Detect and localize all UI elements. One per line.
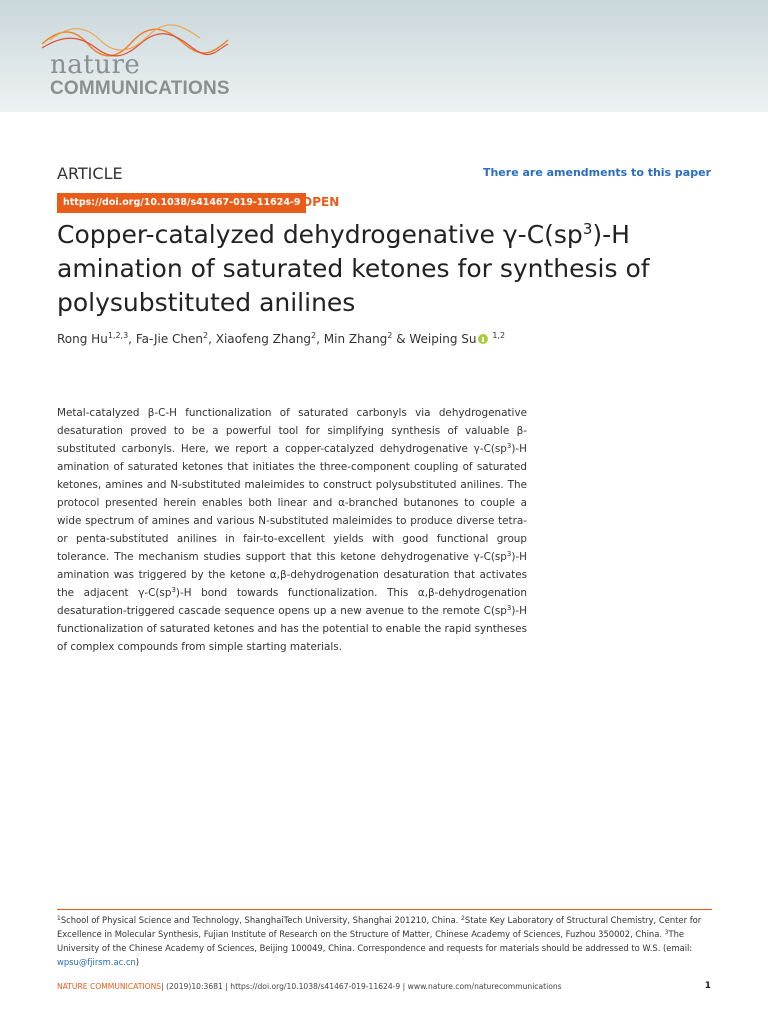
affiliation-close: ) [135,957,140,967]
affiliation-number: 1 [57,915,61,922]
author-affiliation: 2 [203,331,209,340]
author-name[interactable]: Min Zhang [323,332,388,346]
doi-badge-link[interactable]: https://doi.org/10.1038/s41467-019-11624-9 [57,193,306,213]
title-line2: amination of saturated ketones for synthesis of [57,254,650,283]
abstract-segment: )-H bond towards functionalization. This α,β-dehydrogenation desaturation-triggered cascade sequence opens up a new avenue to the remote C(sp [57,587,527,617]
logo-communications-text: COMMUNICATIONS [50,78,230,99]
footer-citation: | (2019)10:3681 | https://doi.org/10.1038/s41467-019-11624-9 | www.nature.com/naturecommunications [161,982,562,991]
page-number: 1 [704,981,711,991]
abstract-segment: Metal-catalyzed β-C-H functionalization of saturated carbonyls via dehydrogenative desaturation proved to be a powerful tool for simplifying synthesis of valuable β-substituted carbonyls. Here, we report a copper-catalyzed dehydrogenative γ-C(sp [57,407,527,455]
author-affiliation: 2 [311,331,317,340]
abstract-segment: )-H amination was triggered by the ketone α,β-dehydrogenation desaturation that activates the adjacent γ-C(sp [57,551,527,599]
author-name[interactable]: Weiping Su [409,332,477,346]
article-title [57,218,717,320]
title-line3: polysubstituted anilines [57,288,356,317]
affiliation-3: The University of the Chinese Academy of Sciences, Beijing 100049, China. Correspondence and requests for materials should be addressed to W.S. (email: [57,929,693,953]
article-type-label: ARTICLE [57,164,123,183]
logo-nature-text: nature [50,50,141,80]
author-affiliation: 1,2,3 [107,331,129,340]
abstract-superscript: 3 [506,604,512,612]
open-access-label: OPEN [302,195,340,209]
abstract-segment: )-H amination of saturated ketones that initiates the three-component coupling of saturated ketones, amines and N-substituted maleimides to construct polysubstituted anilines. The protocol presented herein enables both linear and α-branched butanones to couple a wide spectrum of amines and various N-substituted maleimides to produce diverse tetra- or penta-substituted anilines in fair-to-excellent yields with good functional group tolerance. The mechanism studies support that this ketone dehydrogenative γ-C(sp [57,443,527,563]
author-name[interactable]: Fa-Jie Chen [135,332,204,346]
abstract-superscript: 3 [506,550,512,558]
affiliations-footnote [57,913,717,969]
title-line1-part1: Copper-catalyzed dehydrogenative γ-C(sp [57,220,583,249]
correspondence-email-link[interactable]: wpsu@fjirsm.ac.cn [57,957,136,967]
abstract-superscript: 3 [506,442,512,450]
page-footer [57,982,712,991]
author-name[interactable]: Xiaofeng Zhang [215,332,312,346]
journal-logo[interactable] [40,22,230,102]
affiliation-1: School of Physical Science and Technology, ShanghaiTech University, Shanghai 201210, China. [60,915,459,925]
abstract-text [57,404,527,656]
title-superscript: 3 [582,220,593,238]
abstract-segment: )-H functionalization of saturated ketones and has the potential to enable the rapid syntheses of complex compounds from simple starting materials. [57,605,527,653]
footer-journal-name[interactable]: NATURE COMMUNICATIONS [57,982,162,991]
title-line1-part2: )-H [592,220,630,249]
abstract-superscript: 3 [171,586,176,594]
affiliation-2: State Key Laboratory of Structural Chemistry, Center for Excellence in Molecular Synthesis, Fujian Institute of Research on the Structure of Matter, Chinese Academy of Sciences, Fuzhou 350002, China. [57,915,702,939]
amendments-link[interactable]: There are amendments to this paper [482,166,711,179]
journal-header-band [0,0,768,112]
footnote-divider [57,909,712,910]
affiliation-number: 2 [461,915,465,922]
author-list: Rong Hu$^{1,2,3}$, Fa-Jie Chen$^2$, Xiaofeng Zhang$^2$, Min Zhang$^2$ & Weiping Su $^{1,2}$ [57,331,506,346]
author-name[interactable]: Rong Hu [57,332,108,346]
orcid-icon[interactable] [478,334,488,344]
affiliation-number: 3 [664,929,669,936]
author-affiliation: 2 [387,331,393,340]
author-affiliation: 1,2 [492,331,506,340]
